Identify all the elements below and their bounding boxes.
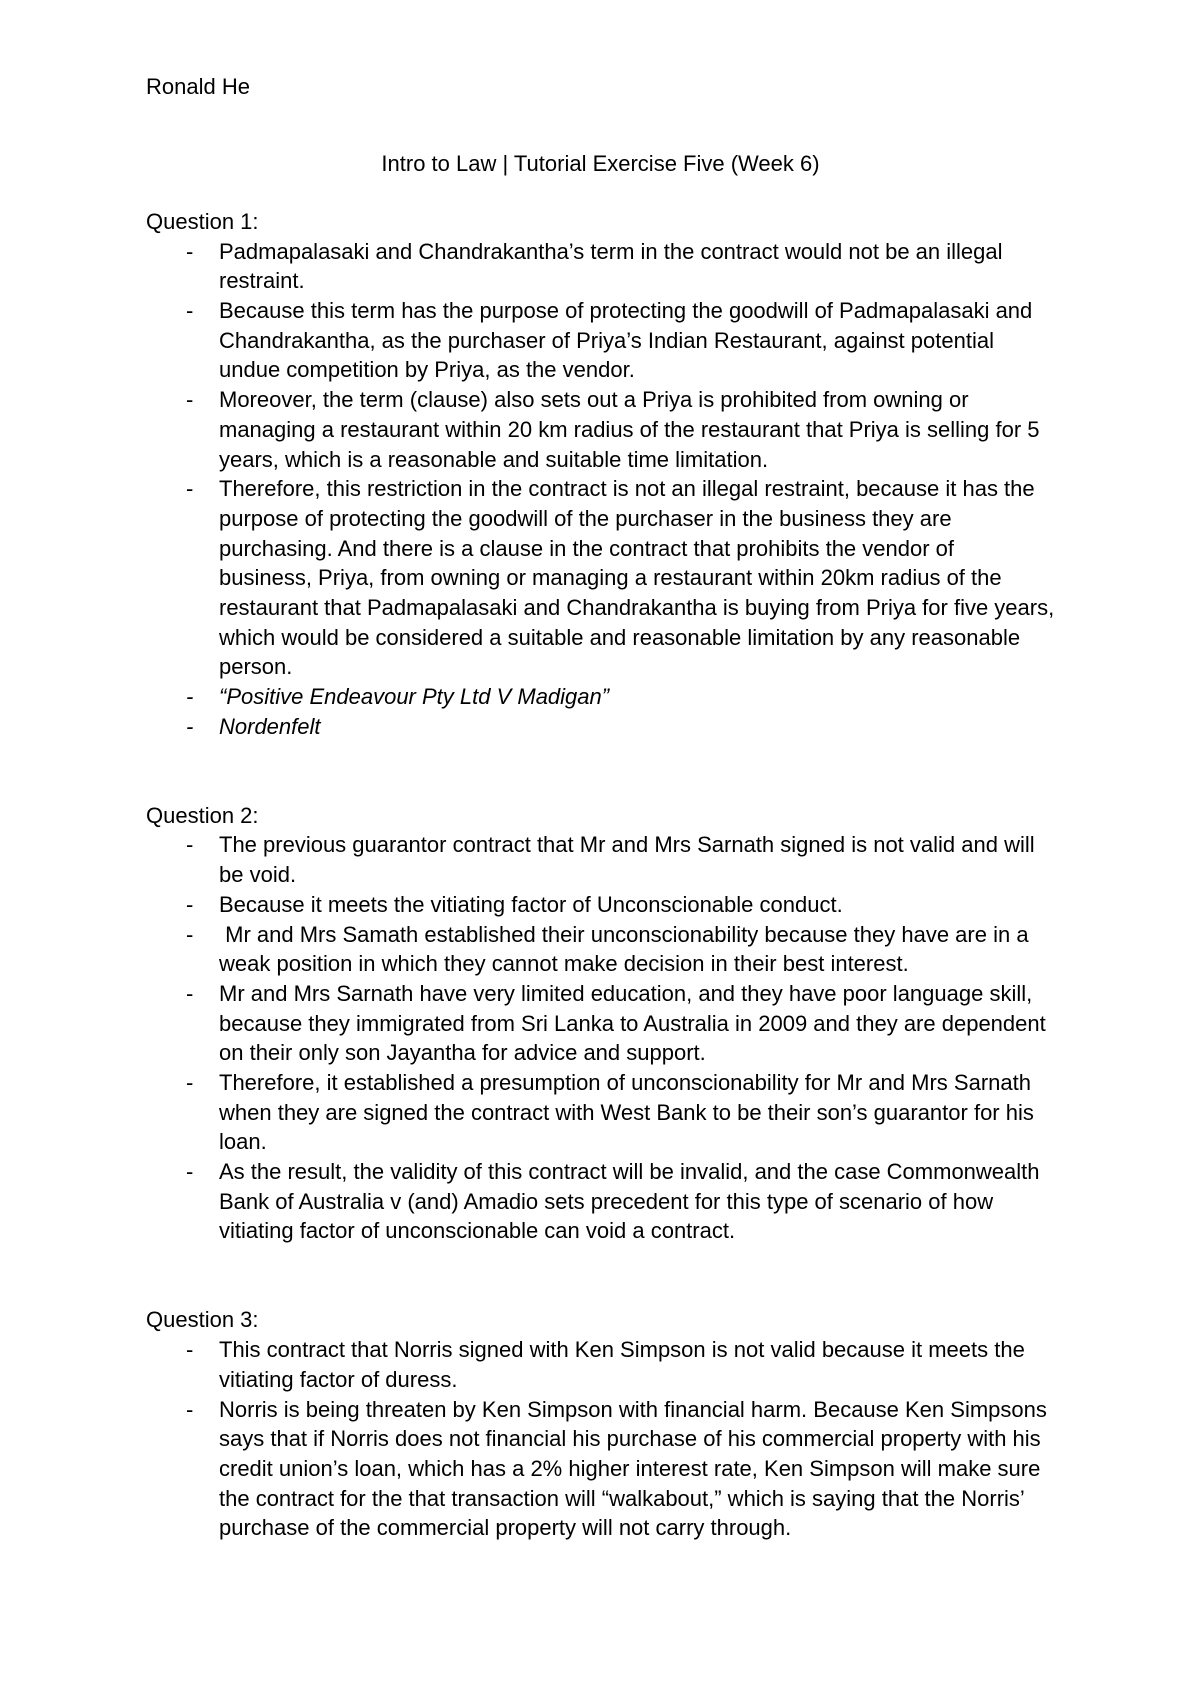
bullet-text-line: loan. — [219, 1129, 267, 1155]
question-section — [146, 207, 1055, 741]
bullet-text-line: This contract that Norris signed with Ken Simpson is not valid because it meets the — [219, 1337, 1025, 1363]
bullet-text-line: be void. — [219, 862, 297, 888]
bullet-dash: - — [186, 1337, 194, 1363]
bullet-text-line: Norris is being threaten by Ken Simpson with financial harm. Because Ken Simpsons — [219, 1396, 1047, 1422]
case-citation-item — [146, 712, 1055, 742]
bullet-text-line: Mr and Mrs Samath established their unconscionability because they have are in a — [219, 921, 1029, 947]
bullet-dash: - — [186, 1069, 194, 1095]
bullet-text-line: on their only son Jayantha for advice and support. — [219, 1040, 706, 1066]
bullet-dash: - — [186, 387, 194, 413]
question-heading: Question 3: — [146, 1307, 259, 1333]
bullet-text-line: years, which is a reasonable and suitable time limitation. — [219, 446, 769, 472]
bullet-text-line: says that if Norris does not financial his purchase of his commercial property with his — [219, 1426, 1041, 1452]
question-heading: Question 2: — [146, 802, 259, 828]
bullet-text-line: weak position in which they cannot make decision in their best interest. — [219, 951, 909, 977]
questions-container — [146, 207, 1055, 1543]
bullet-list — [146, 1335, 1055, 1543]
bullet-dash: - — [186, 238, 194, 264]
bullet-text-line: Mr and Mrs Sarnath have very limited education, and they have poor language skill, — [219, 980, 1033, 1006]
bullet-text-line: Moreover, the term (clause) also sets out a Priya is prohibited from owning or — [219, 387, 969, 413]
bullet-text-line: restaurant that Padmapalasaki and Chandrakantha is buying from Priya for five years, — [219, 594, 1055, 620]
bullet-text-line: restraint. — [219, 268, 305, 294]
case-citation-item — [146, 682, 1055, 712]
bullet-text-line: vitiating factor of unconscionable can void a contract. — [219, 1218, 736, 1244]
bullet-dash: - — [186, 298, 194, 324]
bullet-text-line: the contract for the that transaction will “walkabout,” which is saying that the Norris’ — [219, 1485, 1025, 1511]
bullet-item — [146, 1068, 1055, 1157]
bullet-text-line: Bank of Australia v (and) Amadio sets precedent for this type of scenario of how — [219, 1188, 994, 1214]
bullet-text-line: Padmapalasaki and Chandrakantha’s term in the contract would not be an illegal — [219, 238, 1003, 264]
bullet-list — [146, 830, 1055, 1246]
bullet-text-line: business, Priya, from owning or managing a restaurant within 20km radius of the — [219, 565, 1002, 591]
bullet-text-line: managing a restaurant within 20 km radius of the restaurant that Priya is selling for 5 — [219, 416, 1040, 442]
bullet-item — [146, 1395, 1055, 1543]
bullet-item — [146, 385, 1055, 474]
bullet-text-line: purchasing. And there is a clause in the contract that prohibits the vendor of — [219, 535, 955, 561]
bullet-dash: - — [186, 921, 194, 947]
bullet-dash: - — [186, 832, 194, 858]
bullet-text-line: Therefore, this restriction in the contract is not an illegal restraint, because it has the — [219, 476, 1035, 502]
bullet-text-line: undue competition by Priya, as the vendor. — [219, 357, 635, 383]
bullet-text-line: Therefore, it established a presumption of unconscionability for Mr and Mrs Sarnath — [219, 1069, 1031, 1095]
bullet-dash: - — [186, 980, 194, 1006]
bullet-dash: - — [186, 891, 194, 917]
bullet-item — [146, 979, 1055, 1068]
bullet-item — [146, 890, 1055, 920]
bullet-text-line: The previous guarantor contract that Mr and Mrs Sarnath signed is not valid and will — [219, 832, 1035, 858]
bullet-dash: - — [186, 1396, 194, 1422]
bullet-text-line: Because this term has the purpose of protecting the goodwill of Padmapalasaki and — [219, 298, 1033, 324]
bullet-text-line: because they immigrated from Sri Lanka to Australia in 2009 and they are dependent — [219, 1010, 1046, 1036]
bullet-text-line: purpose of protecting the goodwill of the purchaser in the business they are — [219, 505, 952, 531]
bullet-item — [146, 237, 1055, 296]
question-section — [146, 801, 1055, 1246]
bullet-item — [146, 830, 1055, 889]
bullet-item — [146, 474, 1055, 682]
question-section — [146, 1305, 1055, 1543]
bullet-text-line: Nordenfelt — [219, 713, 321, 739]
bullet-dash: - — [186, 713, 194, 739]
bullet-text-line: As the result, the validity of this contract will be invalid, and the case Commonwealth — [219, 1159, 1040, 1185]
author-name: Ronald He — [146, 74, 250, 99]
bullet-text-line: which would be considered a suitable and reasonable limitation by any reasonable — [219, 624, 1021, 650]
bullet-text-line: vitiating factor of duress. — [219, 1366, 458, 1392]
bullet-text-line: Chandrakantha, as the purchaser of Priya’s Indian Restaurant, against potential — [219, 327, 994, 353]
bullet-text-line: when they are signed the contract with West Bank to be their son’s guarantor for his — [219, 1099, 1034, 1125]
bullet-dash: - — [186, 684, 194, 709]
bullet-item — [146, 1157, 1055, 1246]
bullet-item — [146, 920, 1055, 979]
bullet-dash: - — [186, 476, 194, 502]
question-heading: Question 1: — [146, 209, 259, 234]
bullet-dash: - — [186, 1159, 194, 1185]
bullet-text-line: credit union’s loan, which has a 2% higher interest rate, Ken Simpson will make sure — [219, 1455, 1041, 1481]
bullet-list — [146, 237, 1055, 742]
bullet-text-line: Because it meets the vitiating factor of Unconscionable conduct. — [219, 891, 843, 917]
document-title: Intro to Law | Tutorial Exercise Five (Week 6) — [381, 151, 820, 176]
bullet-item — [146, 1335, 1055, 1394]
bullet-text-line: purchase of the commercial property will not carry through. — [219, 1515, 792, 1541]
bullet-text-line: person. — [219, 654, 293, 680]
bullet-item — [146, 296, 1055, 385]
bullet-text-line: “Positive Endeavour Pty Ltd V Madigan” — [219, 684, 610, 709]
